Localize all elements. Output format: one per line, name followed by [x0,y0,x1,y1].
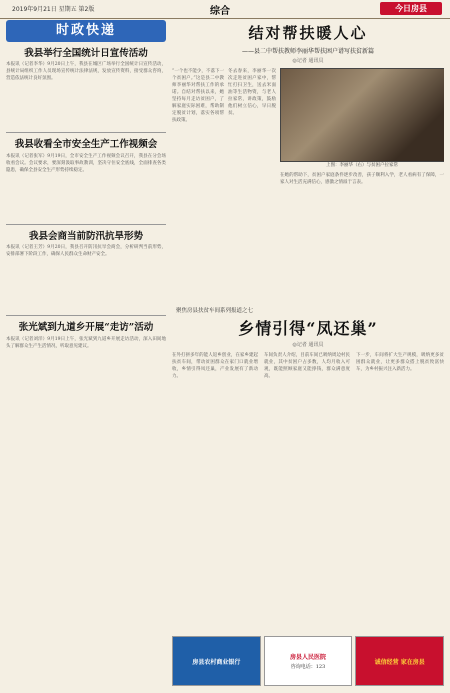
article-body: 本报讯（记者王芳）9月20日，我县召开防汛抗旱会商会，分析研判当前形势，安排部署下阶段工作，确保人民群众生命财产安全。 [6,245,166,258]
divider [6,224,166,225]
article1-subtitle: ——县二中帮扶教师李丽华帮扶困户谱写扶贫新篇 [241,48,374,55]
article-body: 本报讯（记者张军）9月19日，全市安全生产工作视频会议召开，我县在分会场收看会议。会议要求，要深刻汲取事故教训，坚决守住安全底线，全面排查各类隐患，确保全县安全生产形势持续稳定。 [6,153,166,173]
headline-jiudao-visit[interactable]: 张光斌到九道乡开展“走访”活动 [18,322,154,334]
masthead [0,0,450,19]
divider [6,132,166,133]
article2-byline: ◎记者 通讯员 [292,342,324,348]
headline-stats-day[interactable]: 我县举行全国统计日宣传活动 [24,48,148,59]
article1-col3: 在她的帮助下，贫困户家庭条件逐步改善，孩子顺利入学，老人看病有了保障，一家人对生活充满信心，感激之情溢于言表。 [280,173,444,185]
divider [6,315,166,316]
headline-flood-control[interactable]: 我县会商当前防汛抗旱形势 [28,230,143,242]
ad-hospital-phone: 咨询电话：123 [290,664,326,670]
article1-photo [280,68,444,162]
ad-strip [172,636,444,686]
news-banner: 时政快递 [6,20,166,42]
article1-title[interactable]: 结对帮扶暖人心 [248,24,368,42]
article2-col1: 在外打拼多年的能人返乡创业，在家乡建起扶贫车间，带动贫困群众在家门口就业增收，乡情引得凤还巢，产业发展有了新动力。 [172,353,258,379]
right-column [172,20,444,688]
article2-col2: 车间负责人介绍，目前车间已吸纳周边村民就业，其中贫困户占多数，人均月收入可观，既能照顾家庭又能挣钱，群众满意度高。 [264,353,350,379]
article-body: 本报讯（记者刘洋）9月19日上午，张光斌到九道乡开展走访活动，深入田间地头了解群众生产生活情况，听取意见建议。 [6,336,166,349]
section-title: 综合 [210,6,230,17]
article2-body [172,352,444,607]
ad-hospital[interactable] [264,636,353,686]
issue-date: 2019年9月21日 星期五 第2版 [12,6,95,13]
newspaper-logo: 今日房县 [380,2,442,15]
ad-hospital-name: 房县人民医院 [290,654,327,661]
article1-body [172,68,444,298]
article2-title[interactable]: 乡情引得“凤还巢” [238,319,378,338]
article1-col1: “一个也不能少，不落下一个贫困户。”这是县二中教师李丽华对帮扶工作的承诺。自结对帮扶以来，她坚持每月走访贫困户，了解家庭实际困难，帮助制定脱贫计划，落实各项帮扶政策。 [172,69,224,123]
ad-bank[interactable]: 房县农村商业银行 [172,636,261,686]
article2-series: 聚焦房县扶贫车间系列报道之七 [176,308,254,314]
headline-safety-video[interactable]: 我县收看全市安全生产工作视频会 [14,139,158,151]
article1-col2: 冬去春来，李丽华一次次走进贫困户家中，帮忙打扫卫生，送去米面油等生活物资，与老人拉家常，讲政策，鼓励他们树立信心，早日脱贫。 [228,69,276,116]
left-column [6,20,166,688]
article-body: 本报讯（记者李华）9月20日上午，我县在城区广场举行全国统计日宣传活动，县统计局组织工作人员现场宣传统计法律法规，发放宣传资料，接受群众咨询，营造依法统计良好氛围。 [6,62,166,82]
article1-byline: ◎记者 通讯员 [292,58,324,64]
article1-caption: 上图：李丽华（右）与贫困户拉家常 [326,163,398,168]
ad-slogan[interactable]: 诚信经营 家在房县 [355,636,444,686]
article2-col3: 下一步，车间将扩大生产规模，吸纳更多贫困群众就业，让更多群众搭上脱贫致富快车，为乡村振兴注入新活力。 [356,353,444,372]
